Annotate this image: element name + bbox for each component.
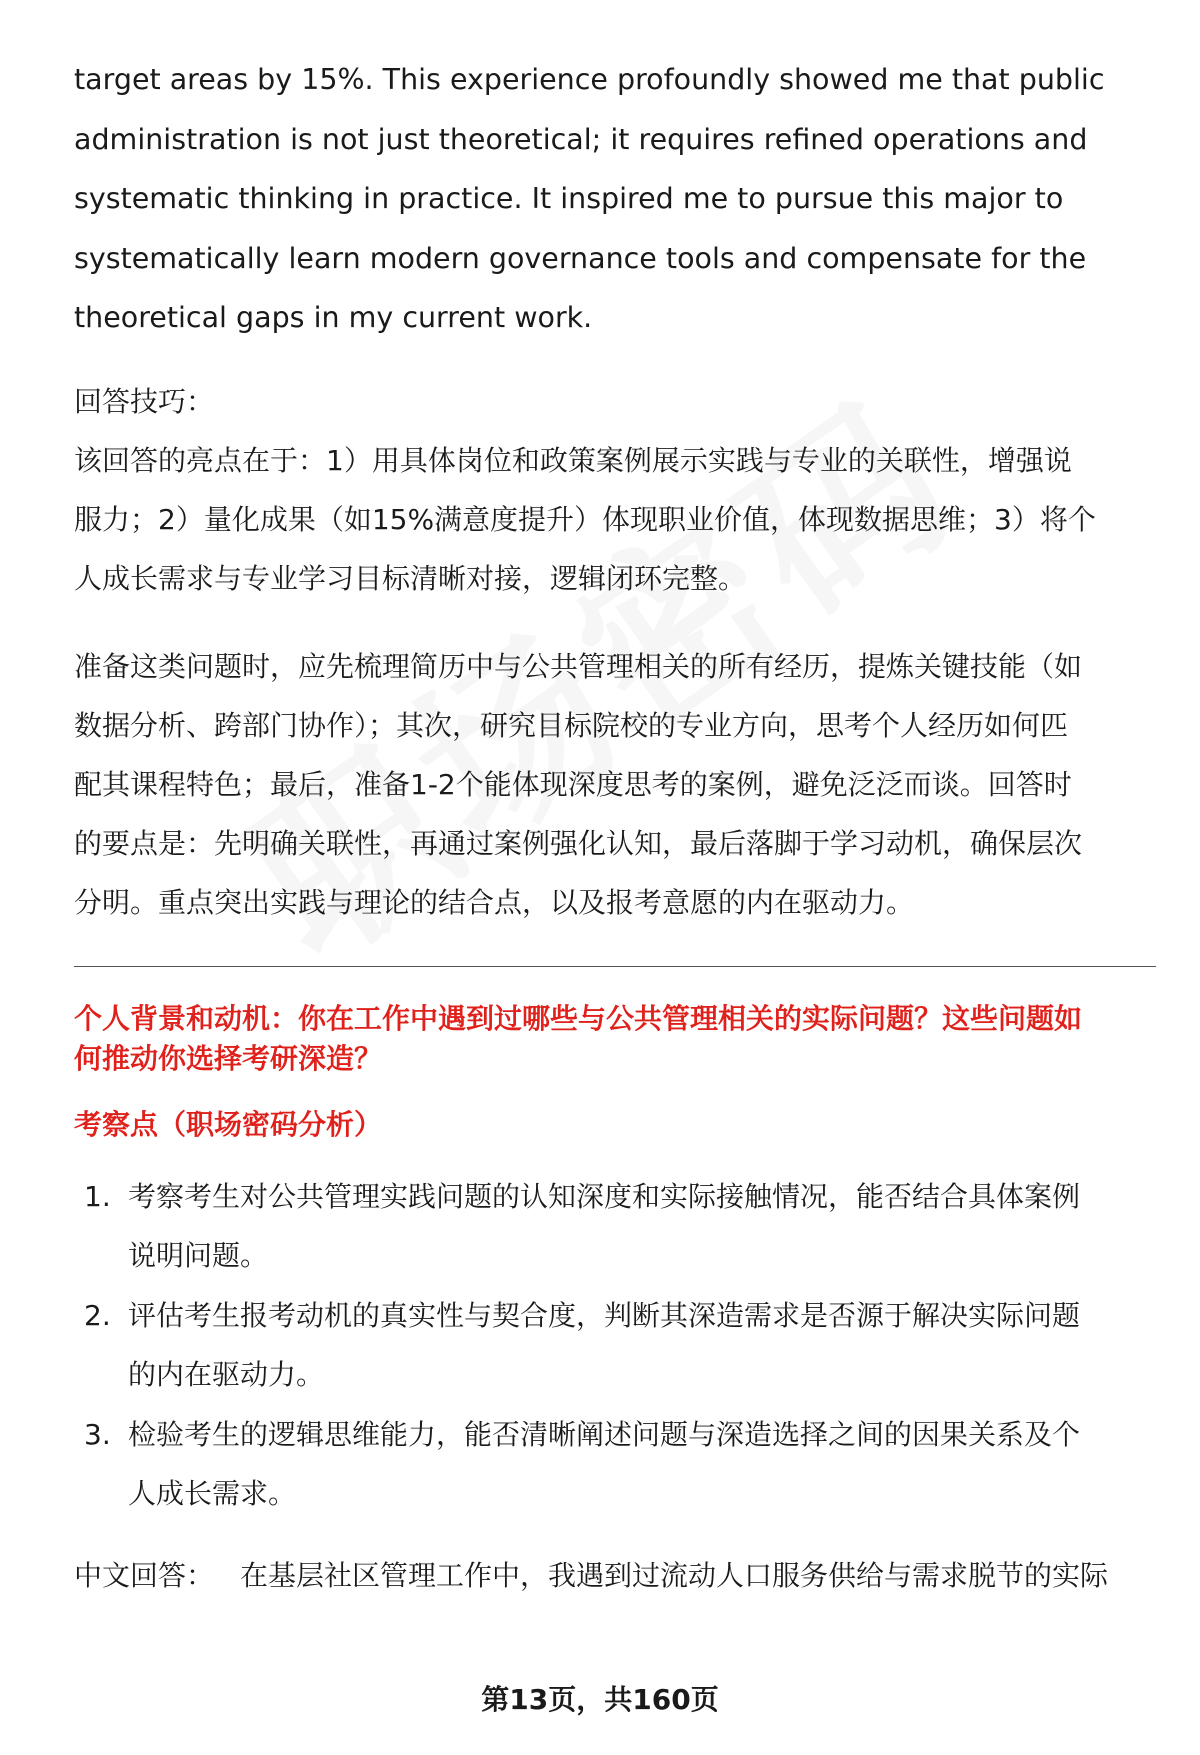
paragraph-line: 分明。重点突出实践与理论的结合点，以及报考意愿的内在驱动力。: [74, 885, 915, 919]
paragraph-line: theoretical gaps in my current work.: [74, 301, 593, 334]
paragraph-line: 服力；2）量化成果（如15%满意度提升）体现职业价值，体现数据思维；3）将个: [74, 502, 1096, 536]
assessment-list: [74, 1167, 1154, 1524]
section-divider: [74, 966, 1156, 967]
paragraph-line: 数据分析、跨部门协作）；其次，研究目标院校的专业方向，思考个人经历如何匹: [74, 708, 1069, 742]
list-item-number: 3.: [84, 1417, 111, 1451]
answer-label: 中文回答：: [74, 1558, 215, 1592]
list-item-line: 的内在驱动力。: [128, 1358, 325, 1391]
question-line: 何推动你选择考研深造？: [74, 1041, 383, 1075]
list-item-number: 2.: [84, 1298, 111, 1332]
paragraph-line: 配其课程特色；最后，准备1-2个能体现深度思考的案例，避免泛泛而谈。回答时: [74, 767, 1072, 801]
paragraph-line: target areas by 15%. This experience profoundly showed me that public: [74, 63, 1105, 96]
list-item-line: 检验考生的逻辑思维能力，能否清晰阐述问题与深造选择之间的因果关系及个: [128, 1417, 1081, 1451]
list-item: [74, 1286, 1154, 1405]
page-footer: 第13页，共160页: [481, 1683, 719, 1716]
list-item-number: 1.: [84, 1179, 111, 1213]
list-item: [74, 1167, 1154, 1286]
paragraph-line: 准备这类问题时，应先梳理简历中与公共管理相关的所有经历，提炼关键技能（如: [74, 649, 1083, 683]
list-item: [74, 1405, 1154, 1524]
paragraph-line: 的要点是：先明确关联性，再通过案例强化认知，最后落脚于学习动机，确保层次: [74, 826, 1083, 860]
preparation-paragraph: [74, 637, 1154, 932]
paragraph-line: 人成长需求与专业学习目标清晰对接，逻辑闭环完整。: [74, 561, 747, 595]
paragraph-line: 该回答的亮点在于：1）用具体岗位和政策案例展示实践与专业的关联性，增强说: [74, 443, 1072, 477]
list-item-line: 考察考生对公共管理实践问题的认知深度和实际接触情况，能否结合具体案例: [128, 1179, 1081, 1213]
tips-label: 回答技巧：: [74, 384, 215, 418]
chinese-answer: [74, 1556, 1154, 1596]
tips-paragraph: [74, 431, 1154, 608]
document-body: [74, 50, 1154, 1596]
question-line: 个人背景和动机：你在工作中遇到过哪些与公共管理相关的实际问题？这些问题如: [74, 1001, 1083, 1035]
answer-text: 在基层社区管理工作中，我遇到过流动人口服务供给与需求脱节的实际: [240, 1558, 1109, 1592]
list-item-line: 说明问题。: [128, 1239, 269, 1272]
list-item-line: 评估考生报考动机的真实性与契合度，判断其深造需求是否源于解决实际问题: [128, 1298, 1081, 1332]
question-heading: [74, 999, 1154, 1079]
paragraph-line: administration is not just theoretical; it requires refined operations and: [74, 122, 1088, 156]
english-answer-paragraph: [74, 50, 1154, 348]
assessment-heading: 考察点（职场密码分析）: [74, 1107, 383, 1141]
paragraph-line: systematic thinking in practice. It inspired me to pursue this major to: [74, 182, 1064, 215]
list-item-line: 人成长需求。: [128, 1477, 297, 1510]
paragraph-line: systematically learn modern governance tools and compensate for the: [74, 241, 1087, 275]
